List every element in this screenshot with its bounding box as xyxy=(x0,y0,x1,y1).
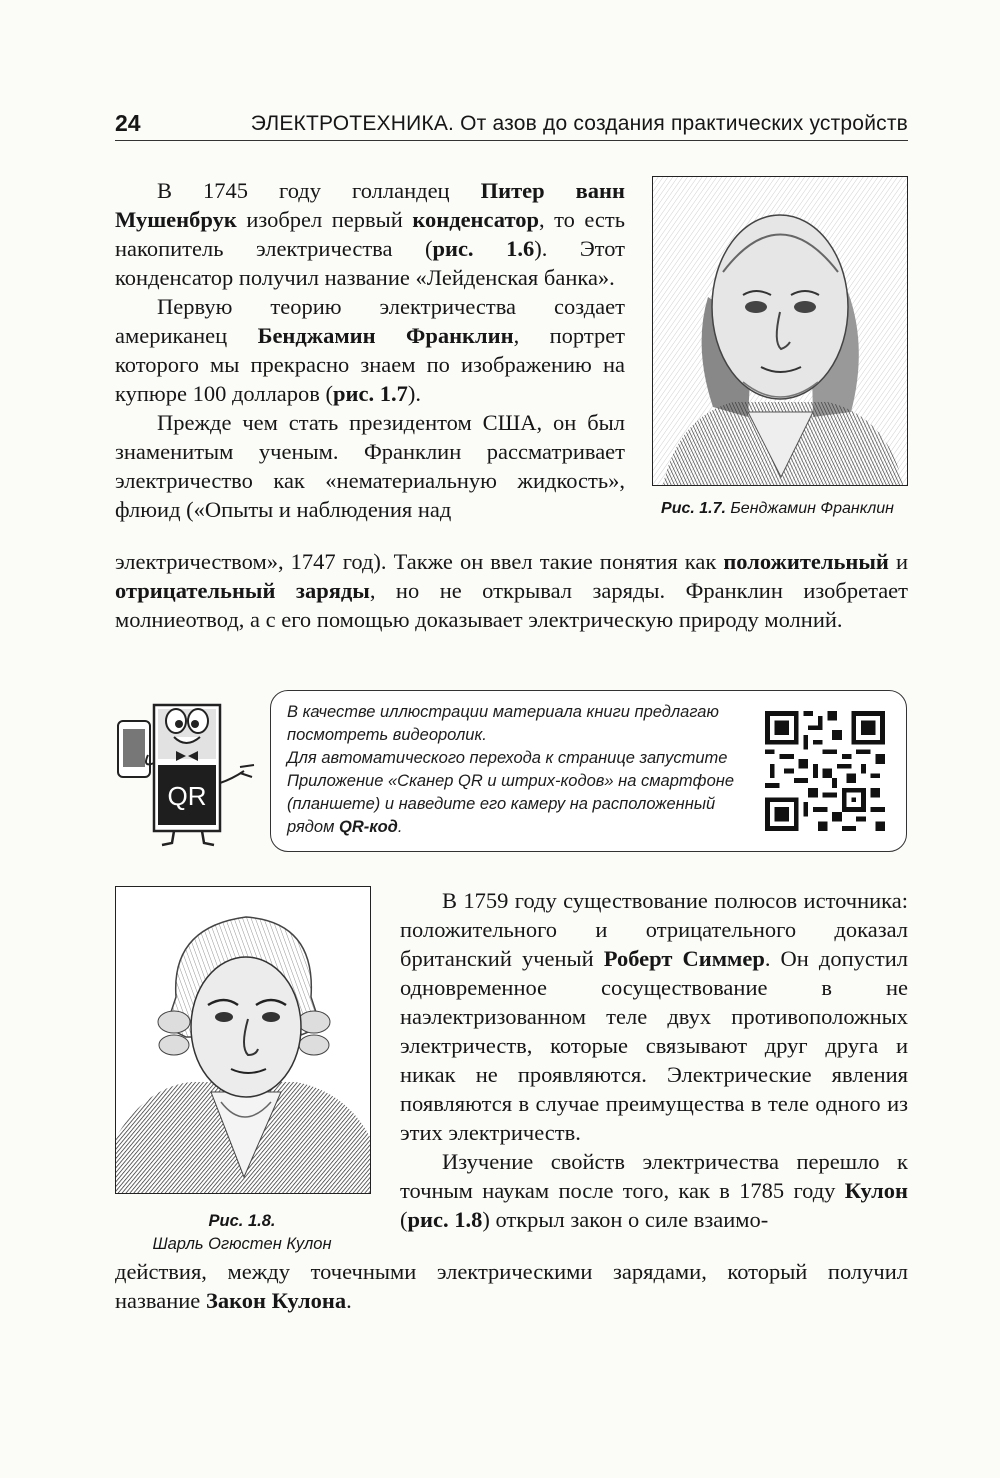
paragraph-coulomb-end: действия, между точечными электрическими зарядами, который получил название Закон Кулона. xyxy=(115,1259,908,1313)
coulomb-portrait-image xyxy=(116,887,370,1193)
paragraph-symmer: В 1759 году существование полюсов источника: положительного и отрицательного доказал британский ученый Роберт Симмер. Он допустил одновременное сосуществование в не наэлектризованном теле двух противоположных электричеств, которые связывают друг друга и никак не проявляются. Электрические явления появляются в случае преимущества в теле одного из этих электричеств. xyxy=(400,888,908,1145)
qr-info-line-1: В качестве иллюстрации материала книги предлагаю посмотреть видеоролик. xyxy=(287,703,719,744)
qr-code-icon xyxy=(765,711,885,831)
paragraph-coulomb-start: Изучение свойств электричества перешло к точным наукам после того, как в 1785 году Кулон (рис. 1.8) открыл закон о силе взаимо- xyxy=(400,1149,908,1232)
text-column-bottom xyxy=(400,886,908,1234)
figure-1-8-caption: Рис. 1.8. Шарль Огюстен Кулон xyxy=(152,1212,332,1253)
paragraph-franklin-scientist-start: Прежде чем стать президентом США, он был знаменитым ученым. Франклин рассматривает электричество как «нематериальную жидкость», флюид («Опыты и наблюдения над xyxy=(115,410,625,522)
coulomb-portrait-figure xyxy=(115,886,371,1194)
qr-info-box xyxy=(270,690,907,852)
paragraph-franklin-scientist-end: электричеством», 1747 год). Также он ввел такие понятия как положительный и отрицательный заряды, но не открывал заряды. Франклин изобретает молниеотвод, а с его помощью доказывает электрическую природу молний. xyxy=(115,549,909,632)
paragraph-franklin-theory: Первую теорию электричества создает американец Бенджамин Франклин, портрет которого мы прекрасно знаем по изображению на купюре 100 долларов (рис. 1.7). xyxy=(115,294,626,406)
running-title: ЭЛЕКТРОТЕХНИКА. От азов до создания практических устройств xyxy=(250,112,908,135)
figure-1-7-caption: Рис. 1.7. Бенджамин Франклин xyxy=(661,500,894,517)
qr-mascot xyxy=(114,693,264,853)
franklin-portrait-image xyxy=(653,177,907,485)
page-header xyxy=(115,108,908,141)
franklin-portrait-figure xyxy=(652,176,908,486)
qr-mascot-icon xyxy=(114,693,264,853)
text-full-width-top xyxy=(115,547,908,634)
page-number: 24 xyxy=(115,110,141,136)
qr-info-line-2: Для автоматического перехода к странице запустите Приложение «Сканер QR и штрих-кодов» на смартфоне (планшете) и наведите его камеру на расположенный рядом QR-код. xyxy=(287,749,735,836)
qr-badge-text: QR xyxy=(167,781,207,811)
text-full-width-bottom xyxy=(115,1257,908,1315)
paragraph-musschenbroek: В 1745 году голландец Питер ванн Мушенбрук изобрел первый конденсатор, то есть накопитель электричества (рис. 1.6). Этот конденсатор получил название «Лейденская банка». xyxy=(115,178,626,290)
text-column-top xyxy=(115,176,625,524)
qr-info-text xyxy=(287,701,757,839)
qr-code-image[interactable] xyxy=(765,711,885,831)
